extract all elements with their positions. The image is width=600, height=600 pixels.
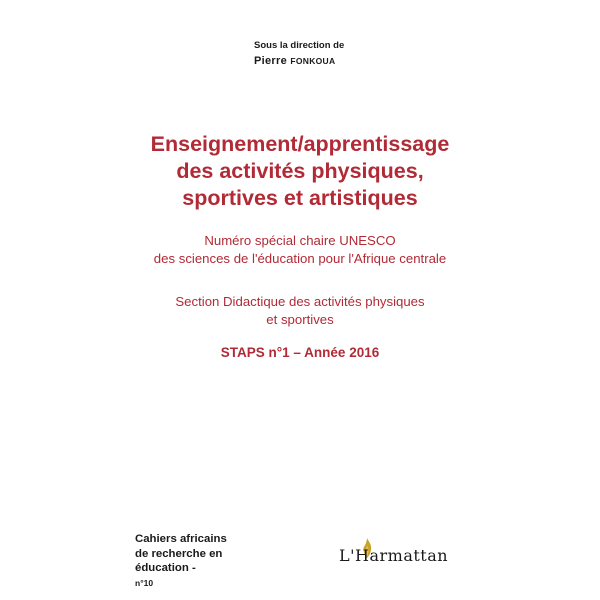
editor-first-name: Pierre xyxy=(254,55,287,67)
series-line-text: éducation - xyxy=(135,562,196,574)
title-line: Enseignement/apprentissage xyxy=(150,132,450,156)
series-line: Cahiers africains xyxy=(135,533,227,545)
editor-last-name: FONKOUA xyxy=(290,56,336,66)
series-line xyxy=(135,561,227,590)
title-line: sportives et artistiques xyxy=(182,186,418,210)
series-number: n°10 xyxy=(135,577,154,588)
subtitle-line: et sportives xyxy=(266,312,334,327)
series-label xyxy=(135,532,227,590)
subtitle-section xyxy=(111,293,489,329)
book-cover xyxy=(111,0,489,600)
editor-name xyxy=(254,53,484,69)
title-line: des activités physiques, xyxy=(176,159,424,183)
subtitle-line: Numéro spécial chaire UNESCO xyxy=(204,233,396,248)
publisher-logo xyxy=(339,540,479,572)
issue-label: STAPS n°1 – Année 2016 xyxy=(220,345,380,360)
publisher-name: L'Harmattan xyxy=(339,546,449,565)
book-title xyxy=(111,131,489,212)
subtitle-unesco xyxy=(111,232,489,268)
direction-label: Sous la direction de xyxy=(254,40,345,51)
editor-block xyxy=(254,39,484,69)
subtitle-line: Section Didactique des activités physiques xyxy=(175,294,425,309)
series-line: de recherche en xyxy=(135,547,223,560)
subtitle-line: des sciences de l'éducation pour l'Afrique centrale xyxy=(153,251,447,266)
